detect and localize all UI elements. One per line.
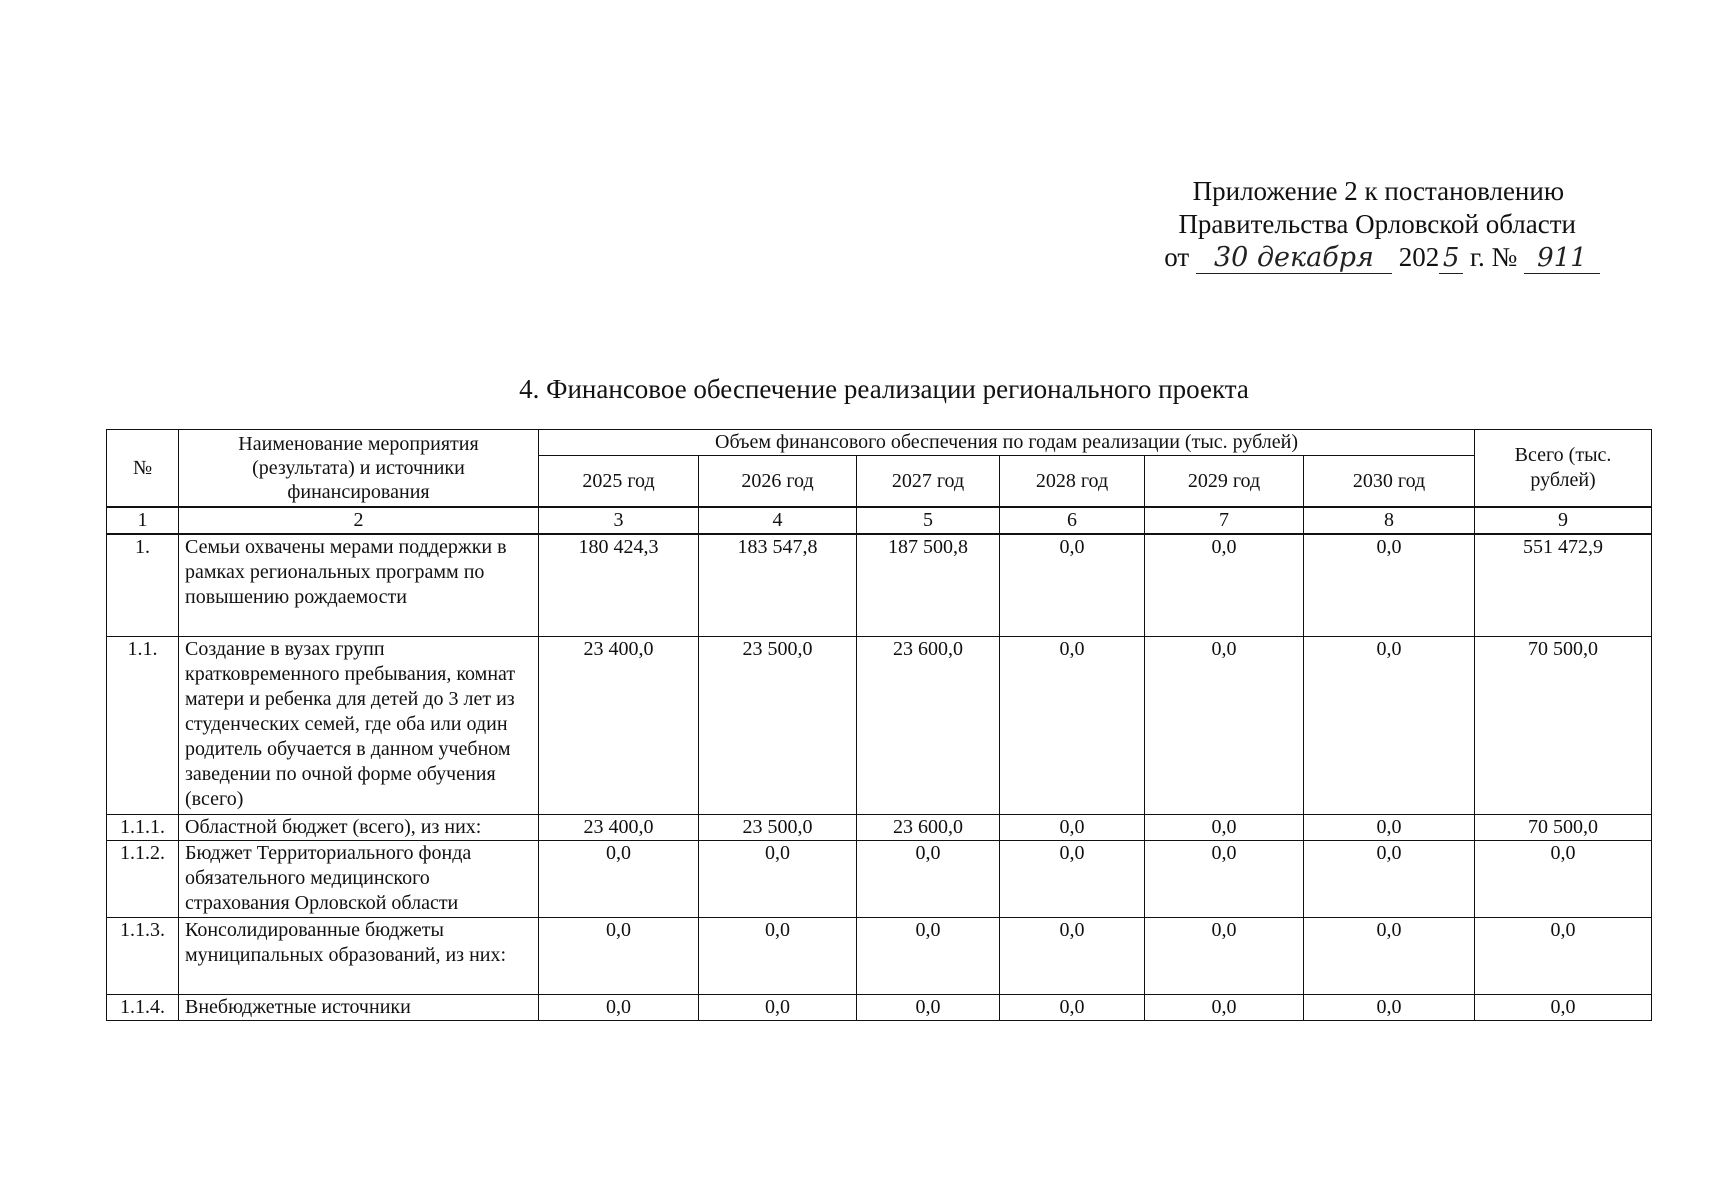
header-volume: Объем финансового обеспечения по годам реализации (тыс. рублей) [539,430,1475,456]
value-2026: 0,0 [699,840,857,917]
value-2029: 0,0 [1145,814,1304,840]
value-2030: 0,0 [1304,917,1475,994]
row-name: Семьи охвачены мерами поддержки в рамках региональных программ по повышению рождаемости [179,534,539,636]
row-number: 1.1. [107,636,179,814]
value-2028: 0,0 [1000,840,1145,917]
row-number: 1.1.2. [107,840,179,917]
value-2025: 180 424,3 [539,534,699,636]
value-2025: 23 400,0 [539,636,699,814]
table-row [107,994,1652,1020]
handwritten-document-number: 911 [1524,243,1600,274]
value-2027: 0,0 [857,917,1000,994]
header-no: № [107,430,179,508]
handwritten-date: 30 декабря [1196,243,1392,274]
value-2027: 0,0 [857,840,1000,917]
value-2030: 0,0 [1304,636,1475,814]
value-total: 70 500,0 [1475,636,1652,814]
value-2026: 23 500,0 [699,814,857,840]
handwritten-year-digit: 5 [1439,243,1463,274]
appendix-line-1: Приложение 2 к постановлению [1192,176,1564,206]
financing-table [106,429,1652,1021]
value-2025: 0,0 [539,994,699,1020]
row-number: 1. [107,534,179,636]
column-number: 6 [1000,507,1145,534]
value-2027: 23 600,0 [857,814,1000,840]
value-2029: 0,0 [1145,917,1304,994]
table-row [107,917,1652,994]
value-total: 70 500,0 [1475,814,1652,840]
column-number: 5 [857,507,1000,534]
value-2030: 0,0 [1304,534,1475,636]
column-number: 4 [699,507,857,534]
appendix-year-prefix: 202 [1398,242,1440,272]
value-2025: 0,0 [539,917,699,994]
table-row [107,636,1652,814]
header-row-1 [107,430,1652,456]
header-year-2027: 2027 год [857,456,1000,508]
value-2030: 0,0 [1304,994,1475,1020]
value-2029: 0,0 [1145,636,1304,814]
header-year-2029: 2029 год [1145,456,1304,508]
column-number: 1 [107,507,179,534]
table-row [107,814,1652,840]
value-2029: 0,0 [1145,840,1304,917]
row-name: Создание в вузах групп кратковременного пребывания, комнат матери и ребенка для детей до 3 лет из студенческих семей, где оба или один родитель обучается в данном учебном заведении по очной форме обучения (всего) [179,636,539,814]
column-number: 8 [1304,507,1475,534]
row-number: 1.1.3. [107,917,179,994]
header-name: Наименование мероприятия (результата) и источники финансирования [179,430,539,508]
value-2025: 0,0 [539,840,699,917]
header-year-2028: 2028 год [1000,456,1145,508]
column-number-row [107,507,1652,534]
value-2025: 23 400,0 [539,814,699,840]
header-year-2030: 2030 год [1304,456,1475,508]
value-2030: 0,0 [1304,840,1475,917]
value-2026: 183 547,8 [699,534,857,636]
header-year-2025: 2025 год [539,456,699,508]
value-total: 0,0 [1475,994,1652,1020]
column-number: 9 [1475,507,1652,534]
table-row [107,840,1652,917]
value-2027: 187 500,8 [857,534,1000,636]
value-2026: 0,0 [699,994,857,1020]
value-2029: 0,0 [1145,534,1304,636]
value-2026: 0,0 [699,917,857,994]
section-title: 4. Финансовое обеспечение реализации регионального проекта [519,374,1249,404]
column-number: 7 [1145,507,1304,534]
value-2028: 0,0 [1000,994,1145,1020]
value-2028: 0,0 [1000,917,1145,994]
value-2029: 0,0 [1145,994,1304,1020]
value-total: 0,0 [1475,840,1652,917]
value-total: 551 472,9 [1475,534,1652,636]
row-number: 1.1.4. [107,994,179,1020]
row-number: 1.1.1. [107,814,179,840]
value-2027: 23 600,0 [857,636,1000,814]
value-2030: 0,0 [1304,814,1475,840]
column-number: 2 [179,507,539,534]
value-2027: 0,0 [857,994,1000,1020]
value-2028: 0,0 [1000,636,1145,814]
appendix-from-label: от [1164,242,1190,272]
appendix-note [1120,175,1600,274]
row-name: Внебюджетные источники [179,994,539,1020]
appendix-line-3 [1120,241,1600,274]
value-total: 0,0 [1475,917,1652,994]
table-row [107,534,1652,636]
appendix-line-2: Правительства Орловской области [1178,209,1576,239]
value-2026: 23 500,0 [699,636,857,814]
column-number: 3 [539,507,699,534]
row-name: Областной бюджет (всего), из них: [179,814,539,840]
row-name: Консолидированные бюджеты муниципальных образований, из них: [179,917,539,994]
value-2028: 0,0 [1000,814,1145,840]
value-2028: 0,0 [1000,534,1145,636]
header-year-2026: 2026 год [699,456,857,508]
header-total: Всего (тыс. рублей) [1475,430,1652,508]
appendix-year-suffix: г. № [1469,242,1518,272]
row-name: Бюджет Территориального фонда обязательного медицинского страхования Орловской области [179,840,539,917]
